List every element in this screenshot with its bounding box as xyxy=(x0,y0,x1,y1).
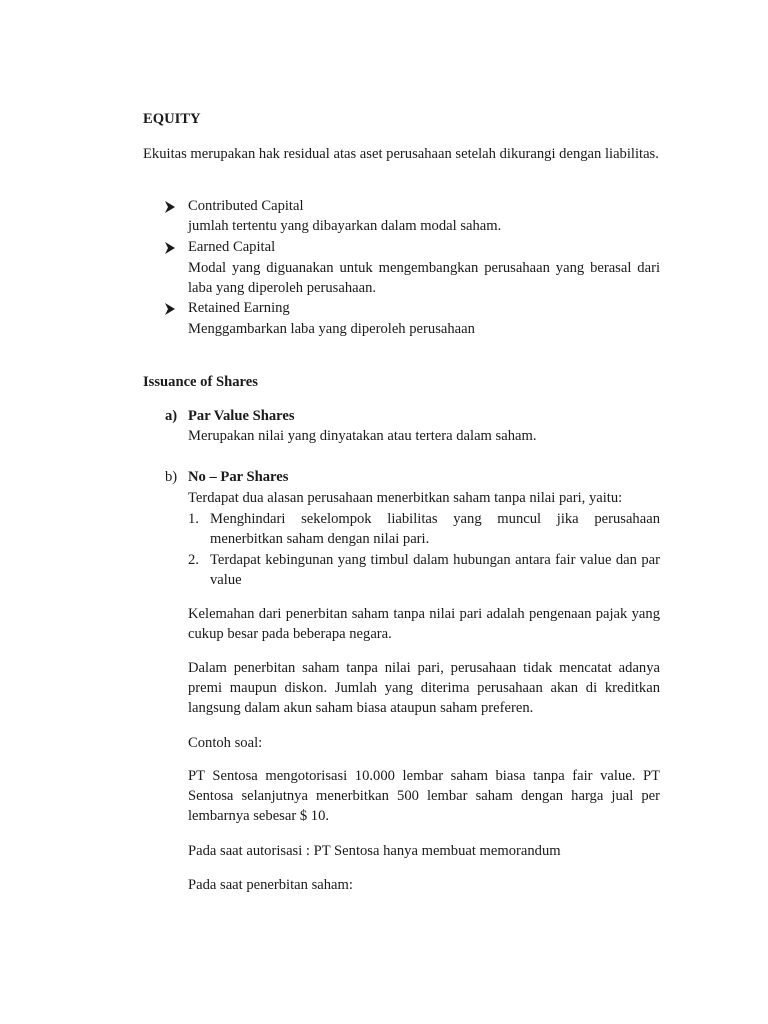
paragraph-weakness: Kelemahan dari penerbitan saham tanpa nilai pari adalah pengenaan pajak yang cukup besar pada beberapa negara. xyxy=(188,606,660,642)
section-a-title: Par Value Shares xyxy=(188,408,295,424)
reason-number: 1. xyxy=(188,511,199,527)
equity-intro: Ekuitas merupakan hak residual atas aset perusahaan setelah dikurangi dengan liabilitas. xyxy=(143,146,659,162)
bullet-desc-retained-earning: Menggambarkan laba yang diperoleh perusahaan xyxy=(188,321,475,337)
reason-text: Menghindari sekelompok liabilitas yang muncul jika perusahaan menerbitkan saham dengan nilai pari. xyxy=(210,511,660,547)
example-text: PT Sentosa mengotorisasi 10.000 lembar saham biasa tanpa fair value. PT Sentosa selanjutnya menerbitkan 500 lembar saham dengan harga jual per lembarnya sebesar $ 10. xyxy=(188,768,660,824)
paragraph-no-premium-discount: Dalam penerbitan saham tanpa nilai pari, perusahaan tidak mencatat adanya premi maupun diskon. Jumlah yang diterima perusahaan akan di kreditkan langsung dalam akun saham biasa ataupun saham preferen. xyxy=(188,660,660,716)
issuance-entry: Pada saat penerbitan saham: xyxy=(188,877,353,893)
example-label: Contoh soal: xyxy=(188,735,263,751)
reason-number: 2. xyxy=(188,552,199,568)
section-b-intro: Terdapat dua alasan perusahaan menerbitkan saham tanpa nilai pari, yaitu: xyxy=(188,490,623,506)
bullet-title-retained-earning: Retained Earning xyxy=(188,300,290,316)
section-b-title: No – Par Shares xyxy=(188,469,289,485)
bullet-title-earned-capital: Earned Capital xyxy=(188,239,276,255)
reason-text: Terdapat kebingunan yang timbul dalam hubungan antara fair value dan par value xyxy=(210,552,660,588)
section-b-marker: b) xyxy=(165,469,178,485)
bullet-desc-earned-capital: Modal yang diguanakan untuk mengembangkan perusahaan yang berasal dari laba yang diperoleh perusahaan. xyxy=(188,260,660,296)
arrowhead-bullet-icon xyxy=(165,201,175,213)
authorization-entry: Pada saat autorisasi : PT Sentosa hanya membuat memorandum xyxy=(188,843,561,859)
bullet-title-contributed-capital: Contributed Capital xyxy=(188,198,304,214)
bullet-desc-contributed-capital: jumlah tertentu yang dibayarkan dalam modal saham. xyxy=(188,218,502,234)
arrowhead-bullet-icon xyxy=(165,303,175,315)
arrowhead-bullet-icon xyxy=(165,242,175,254)
section-a-marker: a) xyxy=(165,408,178,424)
section-a-desc: Merupakan nilai yang dinyatakan atau tertera dalam saham. xyxy=(188,428,537,444)
heading-equity: EQUITY xyxy=(143,111,201,127)
heading-issuance-of-shares: Issuance of Shares xyxy=(143,374,258,390)
